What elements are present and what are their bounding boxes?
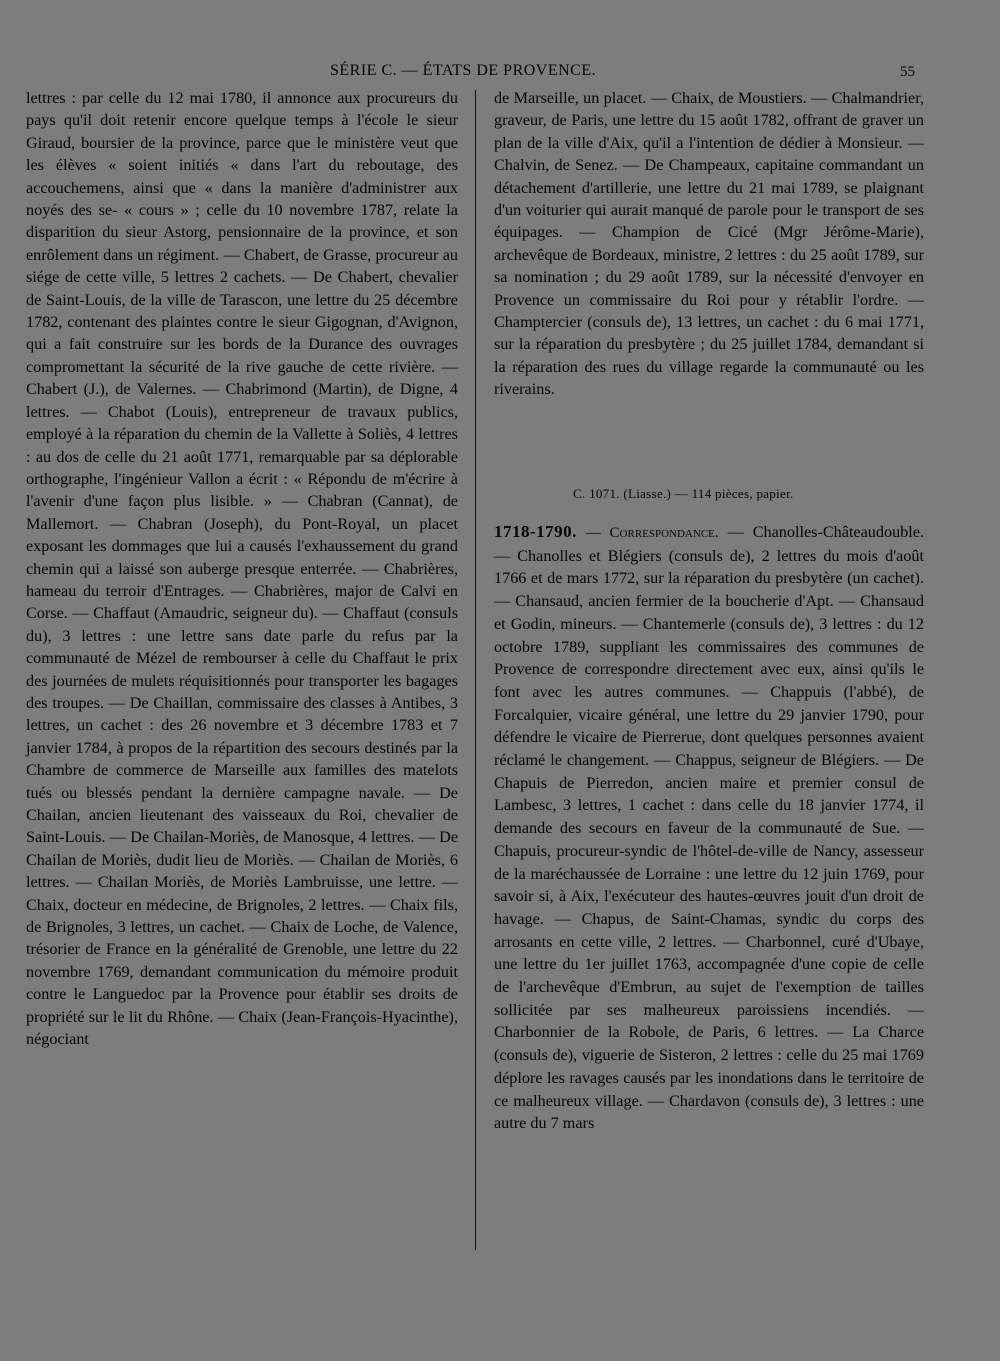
section-heading: — Correspondance. xyxy=(585,525,719,541)
section-paragraph xyxy=(494,521,924,1135)
section-date: 1718-1790. xyxy=(494,522,577,541)
section-text: — Chanolles-Châteaudouble. — Chanolles et Blégiers (consuls de), 2 lettres du mois d'août 1766 et de mars 1772, sur la réparation du presbytère (un cachet). — Chansaud, ancien fermier de la boucherie d'Apt. — Chansaud et Godin, mineurs. — Chantemerle (consuls de), 3 lettres : du 12 octobre 1789, suppliant les commissaires des communes de Provence de correspondre directement avec eux, ainsi qu'ils le font avec les autres communes. — Chappuis (l'abbé), de Forcalquier, vicaire général, une lettre du 29 janvier 1790, pour défendre le vicaire de Pierrerue, dont quelques personnes avaient réclamé le changement. — Chappus, seigneur de Blégiers. — De Chapuis de Pierredon, ancien maire et premier consul de Lambesc, 3 lettres, 1 cachet : dans celle du 18 janvier 1774, il demande des secours en faveur de la communauté de Sue. — Chapuis, procureur-syndic de l'hôtel-de-ville de Nancy, assesseur de la maréchaussée de Lorraine : une lettre du 12 juin 1769, pour savoir si, à Aix, l'exécuteur des hautes-œuvres jouit d'un droit de havage. — Chapus, de Saint-Chamas, syndic du corps des arrosants en cette ville, 2 lettres. — Charbonnel, curé d'Ubaye, une lettre du 1er juillet 1763, accompagnée d'une copie de celle de l'archevêque d'Embrun, au sujet de l'exemption de tailles sollicitée par ses malheureux paroissiens incendiés. — Charbonnier de la Robole, de Paris, 6 lettres. — La Charce (consuls de), viguerie de Sisteron, 2 lettres : celle du 25 mai 1769 déplore les ravages causés par les inondations dans le territoire de ce malheureux village. — Chardavon (consuls de), 3 lettres : une autre du 7 mars xyxy=(494,523,925,1133)
right-column-top xyxy=(494,87,924,401)
page-number: 55 xyxy=(900,64,915,80)
left-column xyxy=(26,87,458,1050)
column-divider xyxy=(475,90,476,1250)
right-column-section xyxy=(494,521,924,1135)
archive-reference: C. 1071. (Liasse.) — 114 pièces, papier. xyxy=(573,486,794,501)
left-column-text: lettres : par celle du 12 mai 1780, il annonce aux procureurs du pays qu'il doit retenir encore quelque temps à l'école le sieur Giraud, boursier de la province, parce que le ministère veut que les élèves « soient initiés « dans l'art du reboutage, des accouchemens, ainsi que « dans la manière d'administrer aux noyés des se- « cours » ; celle du 10 novembre 1787, relate la disparition du sieur Astorg, pensionnaire de la province, et son enrôlement dans un régiment. — Chabert, de Grasse, procureur au siége de cette ville, 5 lettres 2 cachets. — De Chabert, chevalier de Saint-Louis, de la ville de Tarascon, une lettre du 25 décembre 1782, contenant des plaintes contre le sieur Gigognan, d'Avignon, qui a fait construire sur les bords de la Durance des ouvrages compromettant la sécurité de la rive gauche de cette rivière. — Chabert (J.), de Valernes. — Chabrimond (Martin), de Digne, 4 lettres. — Chabot (Louis), entrepreneur de travaux publics, employé à la réparation du chemin de la Vallette à Soliès, 4 lettres : au dos de celle du 21 août 1771, remarquable par sa déplorable orthographe, l'ingénieur Vallon a écrit : « Répondu de m'écrire à l'avenir d'une façon plus lisible. » — Chabran (Cannat), de Mallemort. — Chabran (Joseph), du Pont-Royal, un placet exposant les dommages que lui a causés l'exhaussement du grand chemin qui a laissé son auberge presque enterrée. — Chabrières, hameau du terroir d'Entrages. — Chabrières, major de Calvi en Corse. — Chaffaut (Amaudric, seigneur du). — Chaffaut (consuls du), 3 lettres : une lettre sans date parle du refus par la communauté de Mézel de rembourser à celle du Chaffaut le prix des journées de mulets réquisitionnés pour transporter les bagages des troupes. — De Chaillan, commissaire des classes à Antibes, 3 lettres, un cachet : des 26 novembre et 3 décembre 1783 et 7 janvier 1784, à propos de la répartition des secours destinés par la Chambre de commerce de Marseille aux familles des matelots tués ou blessés pendant la dernière campagne navale. — De Chailan, ancien lieutenant des vaisseaux du Roi, chevalier de Saint-Louis. — De Chailan-Moriès, de Manosque, 4 lettres. — De Chailan de Moriès, dudit lieu de Moriès. — Chailan de Moriès, 6 lettres. — Chailan Moriès, de Moriès Lambruisse, une lettre. — Chaix, docteur en médecine, de Brignoles, 2 lettres. — Chaix fils, de Brignoles, 3 lettres, un cachet. — Chaix de Loche, de Valence, trésorier de France en la généralité de Grenoble, une lettre du 22 novembre 1769, demandant communication du mémoire produit contre le Languedoc par la Provence pour établir ses droits de propriété sur le lit du Rhône. — Chaix (Jean-François-Hyacinthe), négociant xyxy=(26,89,458,1049)
right-column-top-text: de Marseille, un placet. — Chaix, de Moustiers. — Chalmandrier, graveur, de Paris, une lettre du 15 août 1782, offrant de graver un plan de la ville d'Aix, qu'il a l'intention de dédier à Monsieur. — Chalvin, de Senez. — De Champeaux, capitaine commandant un détachement d'artillerie, une lettre du 21 mai 1789, se plaignant d'un voiturier qui aurait manqué de parole pour le transport de ses équipages. — Champion de Cicé (Mgr Jérôme-Marie), archevêque de Bordeaux, ministre, 2 lettres : du 25 août 1789, sur sa nomination ; du 29 août 1789, sur la nécessité d'envoyer en Provence un commissaire du Roi pour y rétablir l'ordre. — Champtercier (consuls de), 13 lettres, un cachet : du 6 mai 1771, sur la réparation du presbytère ; du 25 juillet 1784, demandant si la réparation des rues du village regarde la communauté ou les riverains. xyxy=(494,89,924,399)
running-title: SÉRIE C. — ÉTATS DE PROVENCE. xyxy=(330,62,597,79)
